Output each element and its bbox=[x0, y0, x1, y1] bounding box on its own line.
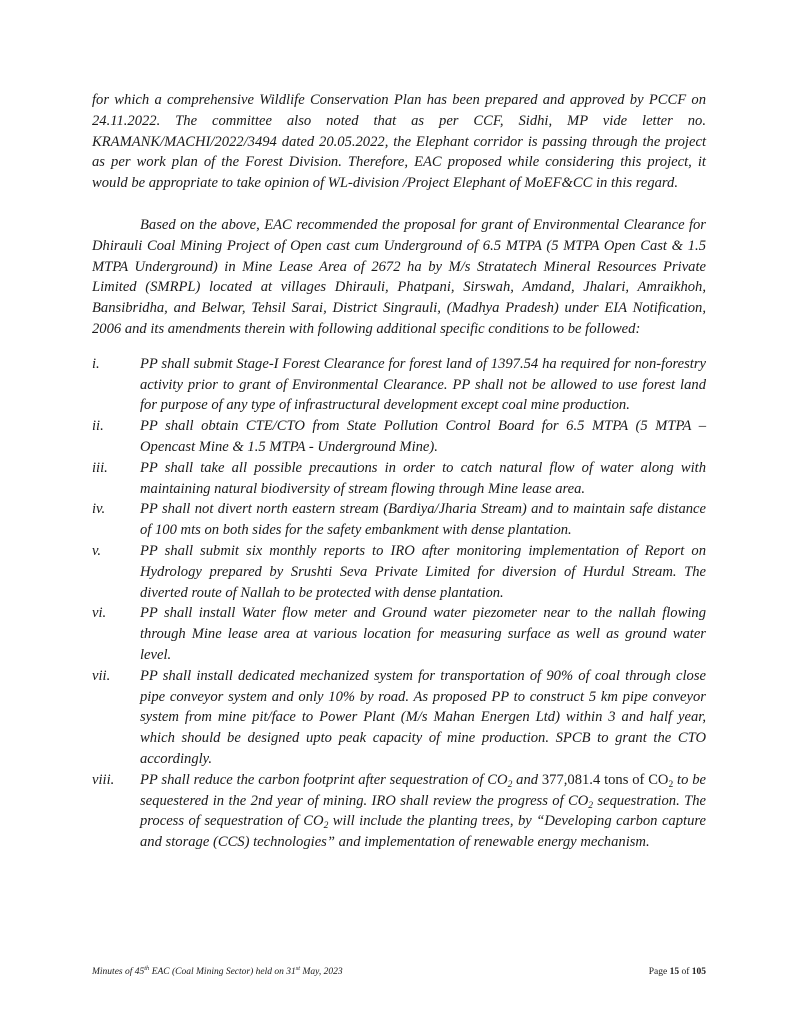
paragraph-wildlife-plan: for which a comprehensive Wildlife Conservation Plan has been prepared and approved by PCCF on 24.11.2022. The committee also noted that as per CCF, Sidhi, MP vide letter no. KRAMANK/MACHI/2022/3494 dated 20.05.2022, the Elephant corridor is passing through the project as per work plan of the Forest Division. Therefore, EAC proposed while considering this project, it would be appropriate to take opinion of WL-division /Project Elephant of MoEF&CC in this regard. bbox=[92, 92, 706, 192]
list-item-number: i. bbox=[92, 355, 100, 372]
list-item bbox=[92, 416, 706, 458]
list-item-text: PP shall install dedicated mechanized system for transportation of 90% of coal through close pipe conveyor system and only 10% by road. As proposed PP to construct 5 km pipe conveyor system from mine pit/face to Power Plant (M/s Mahan Energen Ltd) within 3 and half year, which should be designed upto peak capacity of mine production. SPCB to grant the CTO accordingly. bbox=[140, 667, 706, 767]
document-body bbox=[92, 90, 706, 853]
list-item-number: iii. bbox=[92, 459, 108, 476]
list-item bbox=[92, 603, 706, 665]
conditions-list bbox=[92, 354, 706, 853]
list-item-text: PP shall obtain CTE/CTO from State Pollution Control Board for 6.5 MTPA (5 MTPA – Opencast Mine & 1.5 MTPA - Underground Mine). bbox=[140, 418, 706, 455]
paragraph-recommendation: Based on the above, EAC recommended the proposal for grant of Environmental Clearance for Dhirauli Coal Mining Project of Open cast cum Underground of 6.5 MTPA (5 MTPA Open Cast & 1.5 MTPA Underground) in Mine Lease Area of 2672 ha by M/s Stratatech Mineral Resources Private Limited (SMRPL) located at villages Dhirauli, Phatpani, Sirswah, Amdand, Jhalari, Amraikhoh, Bansibridha, and Belwar, Tehsil Sarai, District Singrauli, (Madhya Pradesh) under EIA Notification, 2006 and its amendments therein with following additional specific conditions to be followed: bbox=[92, 216, 706, 337]
list-item-number: vii. bbox=[92, 667, 111, 684]
list-item-text: PP shall reduce the carbon footprint after sequestration of $CO_2$ and 377,081.4 tons of $CO_2$ to be sequestered in the 2nd year of mining. IRO shall review the progress of $CO_2$ sequestration. The process of sequestration of $CO_2$ will include the planting trees, by “Developing carbon capture and storage (CCS) technologies” and implementation of renewable energy mechanism. bbox=[140, 771, 706, 851]
list-item-text: PP shall install Water flow meter and Ground water piezometer near to the nallah flowing through Mine lease area at various location for measuring surface as well as ground water level. bbox=[140, 605, 706, 663]
list-item-text: PP shall not divert north eastern stream (Bardiya/Jharia Stream) and to maintain safe distance of 100 mts on both sides for the safety embankment with dense plantation. bbox=[140, 501, 706, 539]
list-item-text: PP shall take all possible precautions in order to catch natural flow of water along with maintaining natural biodiversity of stream flowing through Mine lease area. bbox=[140, 459, 706, 497]
list-item-text: PP shall submit six monthly reports to IRO after monitoring implementation of Report on Hydrology prepared by Srushti Seva Private Limited for diversion of Hurdul Stream. The diverted route of Nallah to be protected with dense plantation. bbox=[140, 542, 706, 601]
list-item-number: v. bbox=[92, 542, 102, 559]
list-item-number: viii. bbox=[92, 771, 115, 788]
list-item-carbon bbox=[92, 770, 706, 853]
list-item bbox=[92, 541, 706, 603]
list-item bbox=[92, 458, 706, 500]
list-item bbox=[92, 499, 706, 541]
list-item-number: ii. bbox=[92, 418, 104, 435]
list-item-text: PP shall submit Stage-I Forest Clearance for forest land of 1397.54 ha required for non-forestry activity prior to grant of Environmental Clearance. PP shall not be allowed to use forest land for purpose of any type of infrastructural development except coal mine production. bbox=[140, 355, 706, 414]
page-number: Page 15 of 105 bbox=[648, 967, 706, 977]
list-item bbox=[92, 354, 706, 416]
list-item-number: iv. bbox=[92, 501, 106, 518]
list-item-number: vi. bbox=[92, 605, 107, 622]
page-footer bbox=[92, 967, 706, 981]
list-item bbox=[92, 666, 706, 770]
footer-meeting-title: Minutes of 45th EAC (Coal Mining Sector) held on 31st May, 2023 bbox=[92, 965, 343, 977]
